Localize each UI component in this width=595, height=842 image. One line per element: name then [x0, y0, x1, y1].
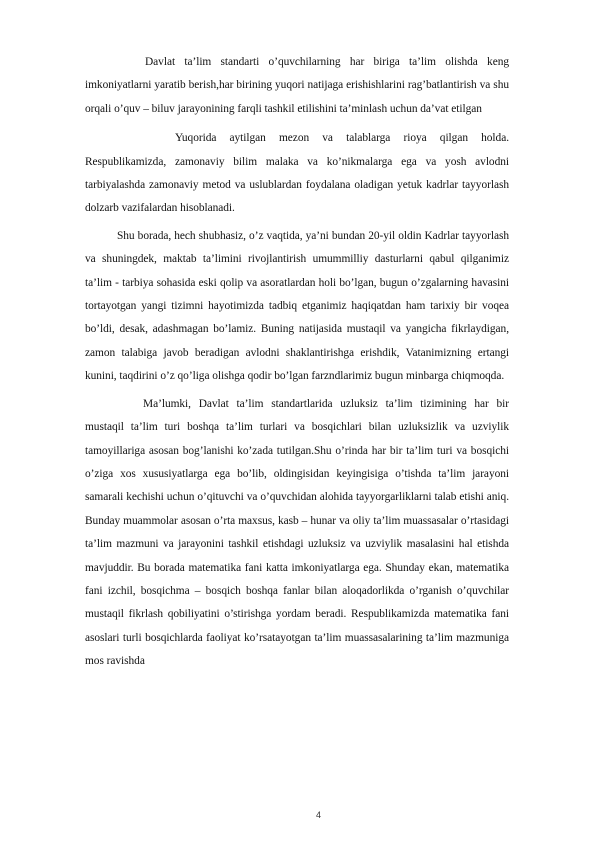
paragraph-standard: Davlat ta’lim standarti o’quvchilarning har biriga ta’lim olishda keng imkoniyatlarni yaratib berish,har birining yuqori natijaga erishishlarini rag’batlantirish va shu orqali o’quv – biluv jarayonining farqli tashkil etilishini ta’minlash uchun da’vat etilgan [85, 56, 509, 115]
document-body [85, 51, 509, 674]
paragraph-requirements: Yuqorida aytilgan mezon va talablarga rioya qilgan holda. Respublikamizda, zamonaviy bilim malaka va ko’nikmalarga ega va yosh avlodni tarbiyalashda zamonaviy metod va uslublardan foydalana oladigan yetuk kadrlar tayyorlash dolzarb vazifalardan hisoblanadi. [85, 132, 509, 215]
paragraph-history: Shu borada, hech shubhasiz, o’z vaqtida, ya’ni bundan 20-yil oldin Kadrlar tayyorlash va shuningdek, maktab ta’limini rivojlantirish umummilliy dasturlarni qabul qilganimiz ta’lim - tarbiya sohasida eski qolip va asoratlardan holi bo’lgan, bugun o’zgalarning havasini tortayotgan yangi tizimni hayotimizda tadbiq etganimiz haqiqatdan ham tarixiy bir voqea bo’ldi, desak, adashmagan bo’lamiz. Buning natijasida mustaqil va yangicha fikrlaydigan, zamon talabiga javob beradigan avlodni shaklantirishga erishdik, Vatanimizning ertangi kunini, taqdirini o’z qo’liga olishga qodir bo’lgan farzndlarimiz bugun minbarga chiqmoqda. [85, 229, 509, 383]
page-number-footer [0, 810, 595, 820]
page-number: 4 [315, 810, 321, 820]
paragraph-continuity: Ma’lumki, Davlat ta’lim standartlarida uzluksiz ta’lim tizimining har bir mustaqil ta’lim turi boshqa ta’lim turlari va bosqichlari bilan uzluksizlik va uzviylik tamoyillariga asosan bog’lanishi ko’zada tutilgan.Shu o’rinda har bir ta’lim turi va bosqichi o’ziga xos xususiyatlarga ega bo’lib, oldingisidan keyingisiga o’tishda ta’lim jarayoni samarali kechishi uchun o’qituvchi va o’quvchidan alohida tayyorgarliklarni talab etishi aniq. Bunday muammolar asosan o’rta maxsus, kasb – hunar va oliy ta’lim muassasalar o’rtasidagi ta’lim mazmuni va jarayonini tashkil etishdagi uzluksiz va uzviylik masalasini hal etishda mavjuddir. Bu borada matematika fani katta imkoniyatlarga ega. Shunday ekan, matematika fani izchil, bosqichma – bosqich boshqa fanlar bilan aloqadorlikda o’rganish o’quvchilar mustaqil fikrlash qobiliyatini o’stirishga yordam beradi. Respublikamizda matematika fani asoslari turli bosqichlarda faoliyat ko’rsatayotgan ta’lim muassasalarining ta’lim mazmuniga mos ravishda [85, 397, 509, 668]
